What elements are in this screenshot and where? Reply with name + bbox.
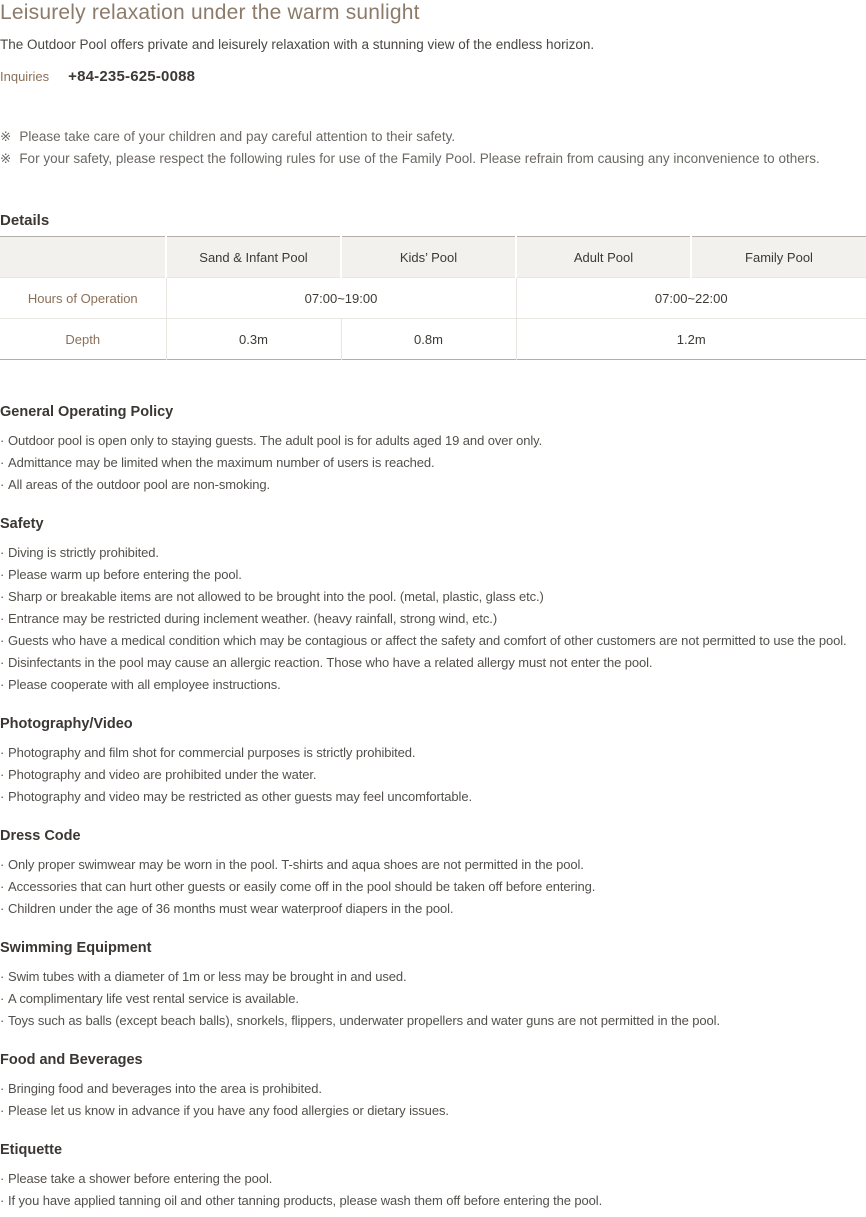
hours-adult-family-value: 07:00~22:00 <box>516 278 866 319</box>
rule-list <box>0 742 866 808</box>
rule-item: · Please cooperate with all employee instructions. <box>0 674 866 696</box>
table-header-row <box>0 237 866 278</box>
notice-item <box>0 126 866 148</box>
inquiries-label: Inquiries <box>0 69 50 84</box>
rule-item: · Diving is strictly prohibited. <box>0 542 866 564</box>
rule-item: · Accessories that can hurt other guests or easily come off in the pool should be taken off before entering. <box>0 876 866 898</box>
rule-item: · Photography and video may be restricted as other guests may feel uncomfortable. <box>0 786 866 808</box>
depth-sand-infant-value: 0.3m <box>166 319 341 360</box>
section-etiquette <box>0 1142 866 1212</box>
page-subtitle: The Outdoor Pool offers private and leisurely relaxation with a stunning view of the endless horizon. <box>0 37 595 52</box>
notice-list <box>0 126 866 170</box>
rule-item: · Please take a shower before entering the pool. <box>0 1168 866 1190</box>
rule-list <box>0 854 866 920</box>
rule-item: · Toys such as balls (except beach balls), snorkels, flippers, underwater propellers and water guns are not permitted in the pool. <box>0 1010 866 1032</box>
depth-adult-family-value: 1.2m <box>516 319 866 360</box>
rule-list <box>0 1168 866 1212</box>
rule-item: · Please let us know in advance if you have any food allergies or dietary issues. <box>0 1100 866 1122</box>
rule-item: · Sharp or breakable items are not allowed to be brought into the pool. (metal, plastic, glass etc.) <box>0 586 866 608</box>
notice-text: Please take care of your children and pay careful attention to their safety. <box>19 129 456 144</box>
inquiries-phone-number: +84-235-625-0088 <box>68 68 196 85</box>
rule-item: · If you have applied tanning oil and other tanning products, please wash them off before entering the pool. <box>0 1190 866 1212</box>
section-photography-video <box>0 716 866 808</box>
pool-details-table <box>0 236 866 360</box>
section-dress-code <box>0 828 866 920</box>
depth-kids-value: 0.8m <box>341 319 516 360</box>
notice-item <box>0 148 866 170</box>
section-heading: Safety <box>0 516 44 532</box>
rule-item: · Only proper swimwear may be worn in the pool. T-shirts and aqua shoes are not permitted in the pool. <box>0 854 866 876</box>
rule-list <box>0 542 866 696</box>
reference-mark-icon: ※ <box>0 151 12 166</box>
notice-text: For your safety, please respect the following rules for use of the Family Pool. Please refrain from causing any inconvenience to others. <box>19 151 820 166</box>
section-heading: General Operating Policy <box>0 404 174 420</box>
rule-list <box>0 966 866 1032</box>
section-heading: Swimming Equipment <box>0 940 152 956</box>
rule-item: · All areas of the outdoor pool are non-smoking. <box>0 474 866 496</box>
rule-item: · Photography and video are prohibited under the water. <box>0 764 866 786</box>
hours-sand-kids-value: 07:00~19:00 <box>166 278 516 319</box>
section-swimming-equipment <box>0 940 866 1032</box>
rule-item: · Swim tubes with a diameter of 1m or less may be brought in and used. <box>0 966 866 988</box>
rule-item: · Outdoor pool is open only to staying guests. The adult pool is for adults aged 19 and over only. <box>0 430 866 452</box>
table-header-family-pool: Family Pool <box>691 237 866 278</box>
table-row-hours <box>0 278 866 319</box>
page-title: Leisurely relaxation under the warm sunlight <box>0 1 420 24</box>
table-row-depth <box>0 319 866 360</box>
rule-list <box>0 430 866 496</box>
section-general-operating-policy <box>0 404 866 496</box>
rule-item: · Admittance may be limited when the maximum number of users is reached. <box>0 452 866 474</box>
rule-item: · Guests who have a medical condition which may be contagious or affect the safety and comfort of other customers are not permitted to use the pool. <box>0 630 866 652</box>
rule-item: · Bringing food and beverages into the area is prohibited. <box>0 1078 866 1100</box>
table-header-kids-pool: Kids’ Pool <box>341 237 516 278</box>
rule-item: · Please warm up before entering the pool. <box>0 564 866 586</box>
rule-item: · Entrance may be restricted during inclement weather. (heavy rainfall, strong wind, etc.) <box>0 608 866 630</box>
section-heading: Dress Code <box>0 828 81 844</box>
rule-item: · Photography and film shot for commercial purposes is strictly prohibited. <box>0 742 866 764</box>
section-food-and-beverages <box>0 1052 866 1122</box>
details-heading: Details <box>0 212 50 229</box>
section-heading: Photography/Video <box>0 716 133 732</box>
rule-item: · A complimentary life vest rental service is available. <box>0 988 866 1010</box>
section-heading: Etiquette <box>0 1142 63 1158</box>
table-header-empty <box>0 237 166 278</box>
inquiries-row <box>0 67 866 87</box>
row-label-depth: Depth <box>0 319 166 360</box>
rule-item: · Children under the age of 36 months must wear waterproof diapers in the pool. <box>0 898 866 920</box>
row-label-hours-of-operation: Hours of Operation <box>0 278 166 319</box>
table-header-adult-pool: Adult Pool <box>516 237 691 278</box>
rule-list <box>0 1078 866 1122</box>
reference-mark-icon: ※ <box>0 129 12 144</box>
section-heading: Food and Beverages <box>0 1052 143 1068</box>
section-safety <box>0 516 866 696</box>
rule-item: · Disinfectants in the pool may cause an allergic reaction. Those who have a related allergy must not enter the pool. <box>0 652 866 674</box>
table-header-sand-infant-pool: Sand & Infant Pool <box>166 237 341 278</box>
